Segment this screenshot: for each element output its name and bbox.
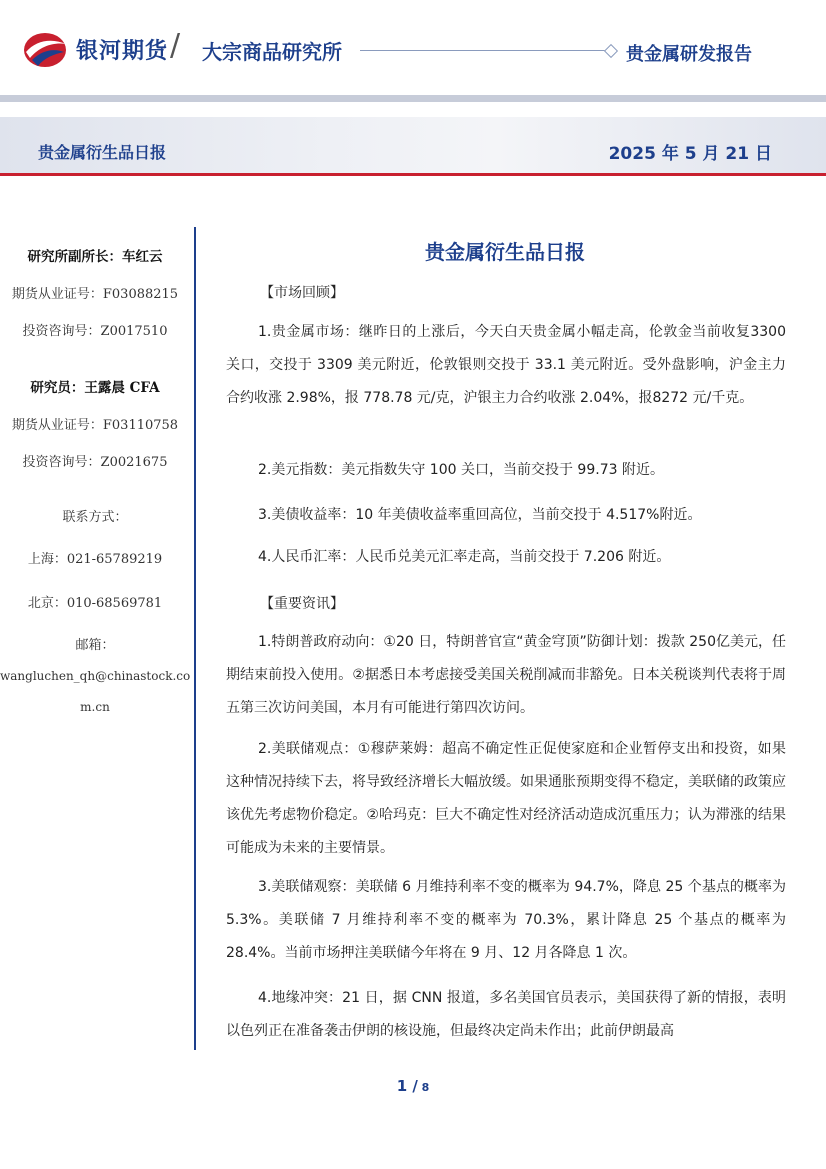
market-paragraph: 1.贵金属市场：继昨日的上涨后，今天白天贵金属小幅走高，伦敦金当前收复3300 关口，交投于 3309 美元附近，伦敦银则交投于 33.1 美元附近。受外盘影响，沪金主力合约收涨 2.98%，报 778.78 元/克，沪银主力合约收涨 2.04%，报8272 元/千克。 xyxy=(226,324,786,406)
report-type: 贵金属研发报告 xyxy=(626,44,752,65)
researcher-name: 研究员：王露晨 CFA xyxy=(30,380,160,396)
news-paragraph: 2.美联储观点：①穆萨莱姆：超高不确定性正促使家庭和企业暂停支出和投资，如果这种情况持续下去，将导致经济增长大幅放缓。如果通胀预期变得不稳定，美联储的政策应该优先考虑物价稳定。②哈玛克：巨大不确定性对经济活动造成沉重压力；认为滞涨的结果可能成为未来的主要情景。 xyxy=(226,741,786,856)
director-name: 研究所副所长：车红云 xyxy=(27,249,163,265)
section-key-news: 【重要资讯】 xyxy=(260,596,344,612)
market-paragraph: 3.美债收益率：10 年美债收益率重回高位，当前交投于 4.517%附近。 xyxy=(258,507,702,523)
title-band-underline xyxy=(0,173,826,176)
email-address-line1[interactable]: wangluchen_qh@chinastock.co xyxy=(0,669,191,683)
institute-name: 大宗商品研究所 xyxy=(202,40,342,64)
news-paragraph: 3.美联储观察：美联储 6 月维持利率不变的概率为 94.7%，降息 25 个基点的概率为 5.3%。美联储 7 月维持利率不变的概率为 70.3%，累计降息 25 个基点的概率为 28.4%。当前市场押注美联储今年将在 9 月、12 月各降息 1 次。 xyxy=(226,879,786,961)
current-page: 1 / xyxy=(396,1077,418,1095)
contact-label: 联系方式： xyxy=(62,510,128,525)
page-header xyxy=(0,0,826,100)
band-title: 贵金属衍生品日报 xyxy=(38,143,167,162)
document-title: 贵金属衍生品日报 xyxy=(425,240,585,264)
brand-name: 银河期货 xyxy=(76,39,169,64)
beijing-phone: 北京：010-68569781 xyxy=(27,596,163,611)
header-rule xyxy=(360,50,610,51)
researcher-consult-number: 投资咨询号：Z0021675 xyxy=(22,455,168,470)
email-label: 邮箱： xyxy=(75,638,115,653)
news-paragraph: 4.地缘冲突：21 日，据 CNN 报道，多名美国官员表示，美国获得了新的情报，表明以色列正在准备袭击伊朗的核设施，但最终决定尚未作出；此前伊朗最高 xyxy=(226,990,786,1039)
header-separator: / xyxy=(170,28,181,63)
page-number xyxy=(0,1077,826,1095)
market-paragraph: 4.人民币汇率：人民币兑美元汇率走高，当前交投于 7.206 附近。 xyxy=(258,549,671,565)
diamond-icon xyxy=(604,44,618,58)
shanghai-phone: 上海：021-65789219 xyxy=(27,552,163,567)
section-market-review: 【市场回顾】 xyxy=(260,285,344,301)
header-band xyxy=(0,95,826,102)
director-consult-number: 投资咨询号：Z0017510 xyxy=(22,324,168,339)
email-address-line2[interactable]: m.cn xyxy=(80,700,110,714)
researcher-license: 期货从业证号：F03110758 xyxy=(11,418,179,433)
sidebar-divider xyxy=(194,227,196,1050)
market-paragraph: 2.美元指数：美元指数失守 100 关口，当前交投于 99.73 附近。 xyxy=(258,462,664,478)
report-date: 2025 年 5 月 21 日 xyxy=(608,144,772,164)
galaxy-logo-icon xyxy=(22,30,68,70)
director-license: 期货从业证号：F03088215 xyxy=(11,287,179,302)
news-paragraph: 1.特朗普政府动向：①20 日，特朗普官宣“黄金穹顶”防御计划：拨款 250亿美元，任期结束前投入使用。②据悉日本考虑接受美国关税削减而非豁免。日本关税谈判代表将于周五第三次访问美国，本月有可能进行第四次访问。 xyxy=(226,634,786,716)
total-pages: 8 xyxy=(417,1081,430,1094)
